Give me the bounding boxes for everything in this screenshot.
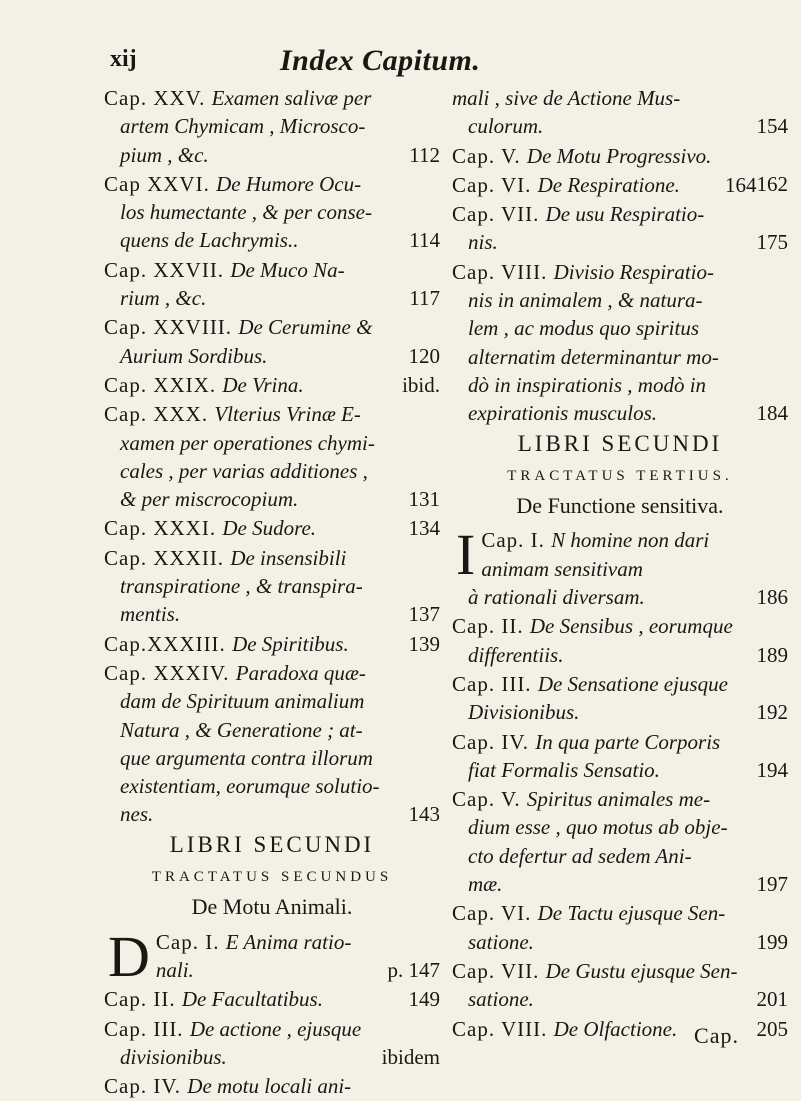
entry-line xyxy=(104,800,440,828)
chapter-title: culorum. xyxy=(468,114,544,139)
index-entry xyxy=(104,371,440,399)
chapter-title: xamen per operationes chymi- xyxy=(120,430,375,455)
entry-line xyxy=(452,899,788,927)
index-entry xyxy=(452,670,788,727)
entry-line xyxy=(104,226,440,254)
index-entry xyxy=(452,728,788,785)
entry-line xyxy=(452,928,788,956)
entry-line xyxy=(104,1015,440,1043)
entry-line xyxy=(104,687,440,715)
entry-line xyxy=(452,813,788,841)
chapter-title: & per miscrocopium. xyxy=(120,487,299,512)
page-reference: 149 xyxy=(408,987,440,1012)
page-reference: ibid. xyxy=(402,372,440,397)
chapter-title: De Olfactione. xyxy=(553,1016,678,1041)
chapter-title: rium , &c. xyxy=(120,286,207,311)
entry-line xyxy=(452,985,788,1013)
index-entry xyxy=(104,514,440,542)
index-entry xyxy=(452,84,788,141)
chapter-title: expirationis musculos. xyxy=(468,401,657,426)
drop-capital: D xyxy=(108,923,150,989)
section-subheading: TRACTATUS TERTIUS. xyxy=(507,467,733,484)
chapter-title: De motu locali ani- xyxy=(187,1074,352,1099)
chapter-title: dò in inspirationis , modò in xyxy=(468,372,707,397)
entry-line xyxy=(452,371,788,399)
chapter-title: mentis. xyxy=(120,602,181,627)
page-reference: 194 xyxy=(756,757,788,782)
entry-line xyxy=(452,228,788,256)
page-reference: ibidem xyxy=(381,1044,440,1069)
chapter-title: transpiratione , & transpira- xyxy=(120,574,363,599)
index-entry xyxy=(104,544,440,629)
page-header xyxy=(110,44,750,80)
chapter-number: Cap. VIII. xyxy=(452,1016,554,1041)
chapter-title: los humectante , & per conse- xyxy=(120,200,372,225)
running-title: Index Capitum. xyxy=(280,44,481,77)
page-number: xij xyxy=(110,46,137,72)
page-reference: 137 xyxy=(408,602,440,627)
entry-line xyxy=(104,112,440,140)
chapter-number: Cap. XXXI. xyxy=(104,516,223,541)
index-entry xyxy=(104,1015,440,1072)
entry-line xyxy=(104,141,440,169)
chapter-title: Natura , & Generatione ; at- xyxy=(120,717,363,742)
chapter-title: mæ. xyxy=(468,872,503,897)
index-entry xyxy=(452,522,788,611)
entry-line xyxy=(452,728,788,756)
chapter-title: alternatim determinantur mo- xyxy=(468,344,719,369)
entry-line xyxy=(104,956,440,984)
chapter-number: Cap. V. xyxy=(452,787,527,812)
chapter-title: De Gustu ejusque Sen- xyxy=(545,958,738,983)
entry-line xyxy=(104,514,440,542)
index-entry xyxy=(104,400,440,513)
index-entry xyxy=(452,785,788,898)
left-column xyxy=(104,84,440,1101)
index-entry xyxy=(452,171,788,199)
entry-line xyxy=(104,342,440,370)
chapter-title: De Tactu ejusque Sen- xyxy=(537,901,726,926)
entry-line xyxy=(104,716,440,744)
section-description: De Functione sensitiva. xyxy=(516,493,724,519)
chapter-title: satione. xyxy=(468,929,534,954)
entry-line xyxy=(452,756,788,784)
entry-line xyxy=(452,258,788,286)
page-reference: 189 xyxy=(756,642,788,667)
chapter-title: dam de Spirituum animalium xyxy=(120,689,365,714)
index-entry xyxy=(452,200,788,257)
page-reference: 139 xyxy=(408,631,440,656)
entry-line xyxy=(104,1072,440,1100)
chapter-title: cto defertur ad sedem Ani- xyxy=(468,843,692,868)
page-reference: 117 xyxy=(409,286,440,311)
chapter-title: Paradoxa quæ- xyxy=(235,660,366,685)
index-entry xyxy=(452,258,788,428)
chapter-number: Cap. XXVII. xyxy=(104,257,231,282)
chapter-title: In qua parte Corporis xyxy=(535,729,721,754)
page-reference: 120 xyxy=(408,343,440,368)
chapter-number: Cap. I. xyxy=(481,528,552,553)
page-reference: 162 xyxy=(756,171,788,196)
chapter-title: N homine non dari xyxy=(551,528,710,553)
page-reference: 184 xyxy=(756,401,788,426)
chapter-number: Cap. XXVIII. xyxy=(104,315,239,340)
chapter-number: Cap. IV. xyxy=(104,1074,188,1099)
page-reference: 201 xyxy=(756,987,788,1012)
page-reference: 205 xyxy=(756,1016,788,1041)
index-entry xyxy=(452,957,788,1014)
page-reference: 134 xyxy=(408,516,440,541)
chapter-title: De actione , ejusque xyxy=(189,1016,362,1041)
entry-line xyxy=(104,544,440,572)
entry-line xyxy=(452,399,788,427)
chapter-title: dium esse , quo motus ab obje- xyxy=(468,815,728,840)
chapter-title: fiat Formalis Sensatio. xyxy=(468,757,660,782)
entry-line xyxy=(452,842,788,870)
drop-capital: I xyxy=(456,522,476,588)
chapter-number: Cap. XXV. xyxy=(104,86,212,110)
chapter-title: Divisionibus. xyxy=(468,700,580,725)
entry-line xyxy=(452,612,788,640)
chapter-title: que argumenta contra illorum xyxy=(120,745,373,770)
chapter-title: mali , sive de Actione Mus- xyxy=(452,86,681,110)
chapter-title: satione. xyxy=(468,987,534,1012)
page-reference: 199 xyxy=(756,929,788,954)
entry-line xyxy=(104,600,440,628)
chapter-title: De Facultatibus. xyxy=(181,987,323,1012)
index-entry xyxy=(104,923,440,989)
chapter-number: Cap. VI. xyxy=(452,901,538,926)
index-entry xyxy=(104,256,440,313)
chapter-title: Spiritus animales me- xyxy=(526,787,711,812)
section-subheading: TRACTATUS SECUNDUS xyxy=(151,869,393,886)
entry-line xyxy=(452,785,788,813)
chapter-number: Cap. VIII. xyxy=(452,259,554,284)
chapter-number: Cap.XXXIII. xyxy=(104,631,233,656)
chapter-number: Cap. XXIX. xyxy=(104,372,223,397)
entry-line xyxy=(104,772,440,800)
entry-line xyxy=(104,256,440,284)
entry-line xyxy=(104,985,440,1013)
chapter-number: Cap. I. xyxy=(155,929,226,954)
chapter-number: Cap. II. xyxy=(104,987,182,1012)
entry-line xyxy=(104,84,440,112)
entry-line xyxy=(452,314,788,342)
chapter-title: Examen salivæ per xyxy=(211,86,372,110)
entry-line xyxy=(452,555,788,583)
entry-line xyxy=(104,400,440,428)
index-entry xyxy=(104,1072,440,1100)
page-reference: p. 147 xyxy=(387,957,440,982)
index-entry xyxy=(104,84,440,169)
chapter-title: nes. xyxy=(120,802,154,827)
entry-line xyxy=(452,200,788,228)
page-reference: 112 xyxy=(409,142,440,167)
chapter-number: Cap. V. xyxy=(452,143,527,168)
catchword: Cap. xyxy=(694,1023,739,1048)
entry-line xyxy=(452,171,788,199)
entry-line xyxy=(104,457,440,485)
chapter-title: nis. xyxy=(468,230,498,255)
chapter-title: quens de Lachrymis.. xyxy=(120,228,299,253)
chapter-title: differentiis. xyxy=(468,642,564,667)
page-reference: 131 xyxy=(408,487,440,512)
chapter-number: Cap. VII. xyxy=(452,202,546,227)
chapter-title: De Vrina. xyxy=(222,372,304,397)
page-reference: 175 xyxy=(756,230,788,255)
chapter-title: cales , per varias additiones , xyxy=(120,458,368,483)
chapter-title: animam sensitivam xyxy=(481,556,643,581)
page-reference: 114 xyxy=(409,228,440,253)
chapter-title: nali. xyxy=(155,957,194,982)
entry-line xyxy=(104,284,440,312)
index-entry xyxy=(104,170,440,255)
chapter-title: Divisio Respiratio- xyxy=(553,259,714,284)
entry-line xyxy=(452,286,788,314)
chapter-title: De Motu Progressivo. xyxy=(526,143,712,168)
entry-line xyxy=(452,583,788,611)
entry-line xyxy=(452,641,788,669)
chapter-number: Cap XXVI. xyxy=(104,171,217,196)
entry-line xyxy=(104,371,440,399)
chapter-number: Cap. VII. xyxy=(452,958,546,983)
page-reference: 197 xyxy=(756,872,788,897)
chapter-title: Aurium Sordibus. xyxy=(120,343,268,368)
page-reference: 186 xyxy=(756,585,788,610)
section-description: De Motu Animali. xyxy=(191,894,353,920)
chapter-number: Cap. II. xyxy=(452,614,530,639)
chapter-number: Cap. III. xyxy=(452,671,538,696)
entry-line xyxy=(452,142,788,170)
chapter-number: Cap. XXXIV. xyxy=(104,660,236,685)
chapter-title: De insensibili xyxy=(230,545,347,570)
entry-line xyxy=(104,659,440,687)
section-heading: LIBRI SECUNDI xyxy=(517,430,723,456)
chapter-number: Cap. VI. xyxy=(452,172,538,197)
right-column xyxy=(452,84,788,1044)
page-reference: 154 xyxy=(756,114,788,139)
index-entry xyxy=(104,313,440,370)
section-heading: LIBRI SECUNDI xyxy=(169,831,375,857)
chapter-title: De Sensatione ejusque xyxy=(537,671,728,696)
chapter-title: E Anima ratio- xyxy=(225,929,352,954)
entry-line xyxy=(104,572,440,600)
entry-line xyxy=(104,198,440,226)
index-entry xyxy=(104,985,440,1013)
chapter-title: pium , &c. xyxy=(120,142,209,167)
chapter-number: Cap. XXX. xyxy=(104,402,215,427)
entry-line xyxy=(104,744,440,772)
chapter-title: divisionibus. xyxy=(120,1044,227,1069)
index-entry xyxy=(104,659,440,829)
page-reference: 192 xyxy=(756,700,788,725)
chapter-number: Cap. III. xyxy=(104,1016,190,1041)
chapter-title: De Sudore. xyxy=(222,516,317,541)
entry-line xyxy=(452,670,788,698)
chapter-title: De Humore Ocu- xyxy=(216,171,362,196)
entry-line xyxy=(104,313,440,341)
entry-line xyxy=(452,870,788,898)
entry-line xyxy=(104,170,440,198)
index-entry xyxy=(452,899,788,956)
page-reference: 143 xyxy=(408,802,440,827)
entry-line xyxy=(452,957,788,985)
entry-line xyxy=(452,698,788,726)
entry-line xyxy=(104,485,440,513)
chapter-title: à rationali diversam. xyxy=(468,585,645,610)
chapter-title: De Spiritibus. xyxy=(232,631,349,656)
chapter-title: artem Chymicam , Microsco- xyxy=(120,114,366,139)
index-entry xyxy=(452,612,788,669)
entry-line xyxy=(452,84,788,112)
entry-line xyxy=(104,1043,440,1071)
entry-line xyxy=(452,343,788,371)
chapter-title: De Muco Na- xyxy=(230,257,345,282)
chapter-title: Vlterius Vrinæ E- xyxy=(214,402,361,427)
chapter-number: Cap. IV. xyxy=(452,729,536,754)
chapter-title: De Respiratione. xyxy=(537,172,680,197)
index-entry xyxy=(104,630,440,658)
chapter-title: lem , ac modus quo spiritus xyxy=(468,316,699,341)
entry-line xyxy=(452,112,788,140)
chapter-title: existentiam, eorumque solutio- xyxy=(120,774,380,799)
chapter-title: nis in animalem , & natura- xyxy=(468,288,703,313)
entry-line xyxy=(104,429,440,457)
entry-line xyxy=(104,630,440,658)
chapter-title: De Cerumine & xyxy=(238,315,373,340)
page-reference: 164 xyxy=(725,172,757,197)
chapter-title: De Sensibus , eorumque xyxy=(529,614,733,639)
chapter-title: De usu Respiratio- xyxy=(545,202,705,227)
chapter-number: Cap. XXXII. xyxy=(104,545,231,570)
